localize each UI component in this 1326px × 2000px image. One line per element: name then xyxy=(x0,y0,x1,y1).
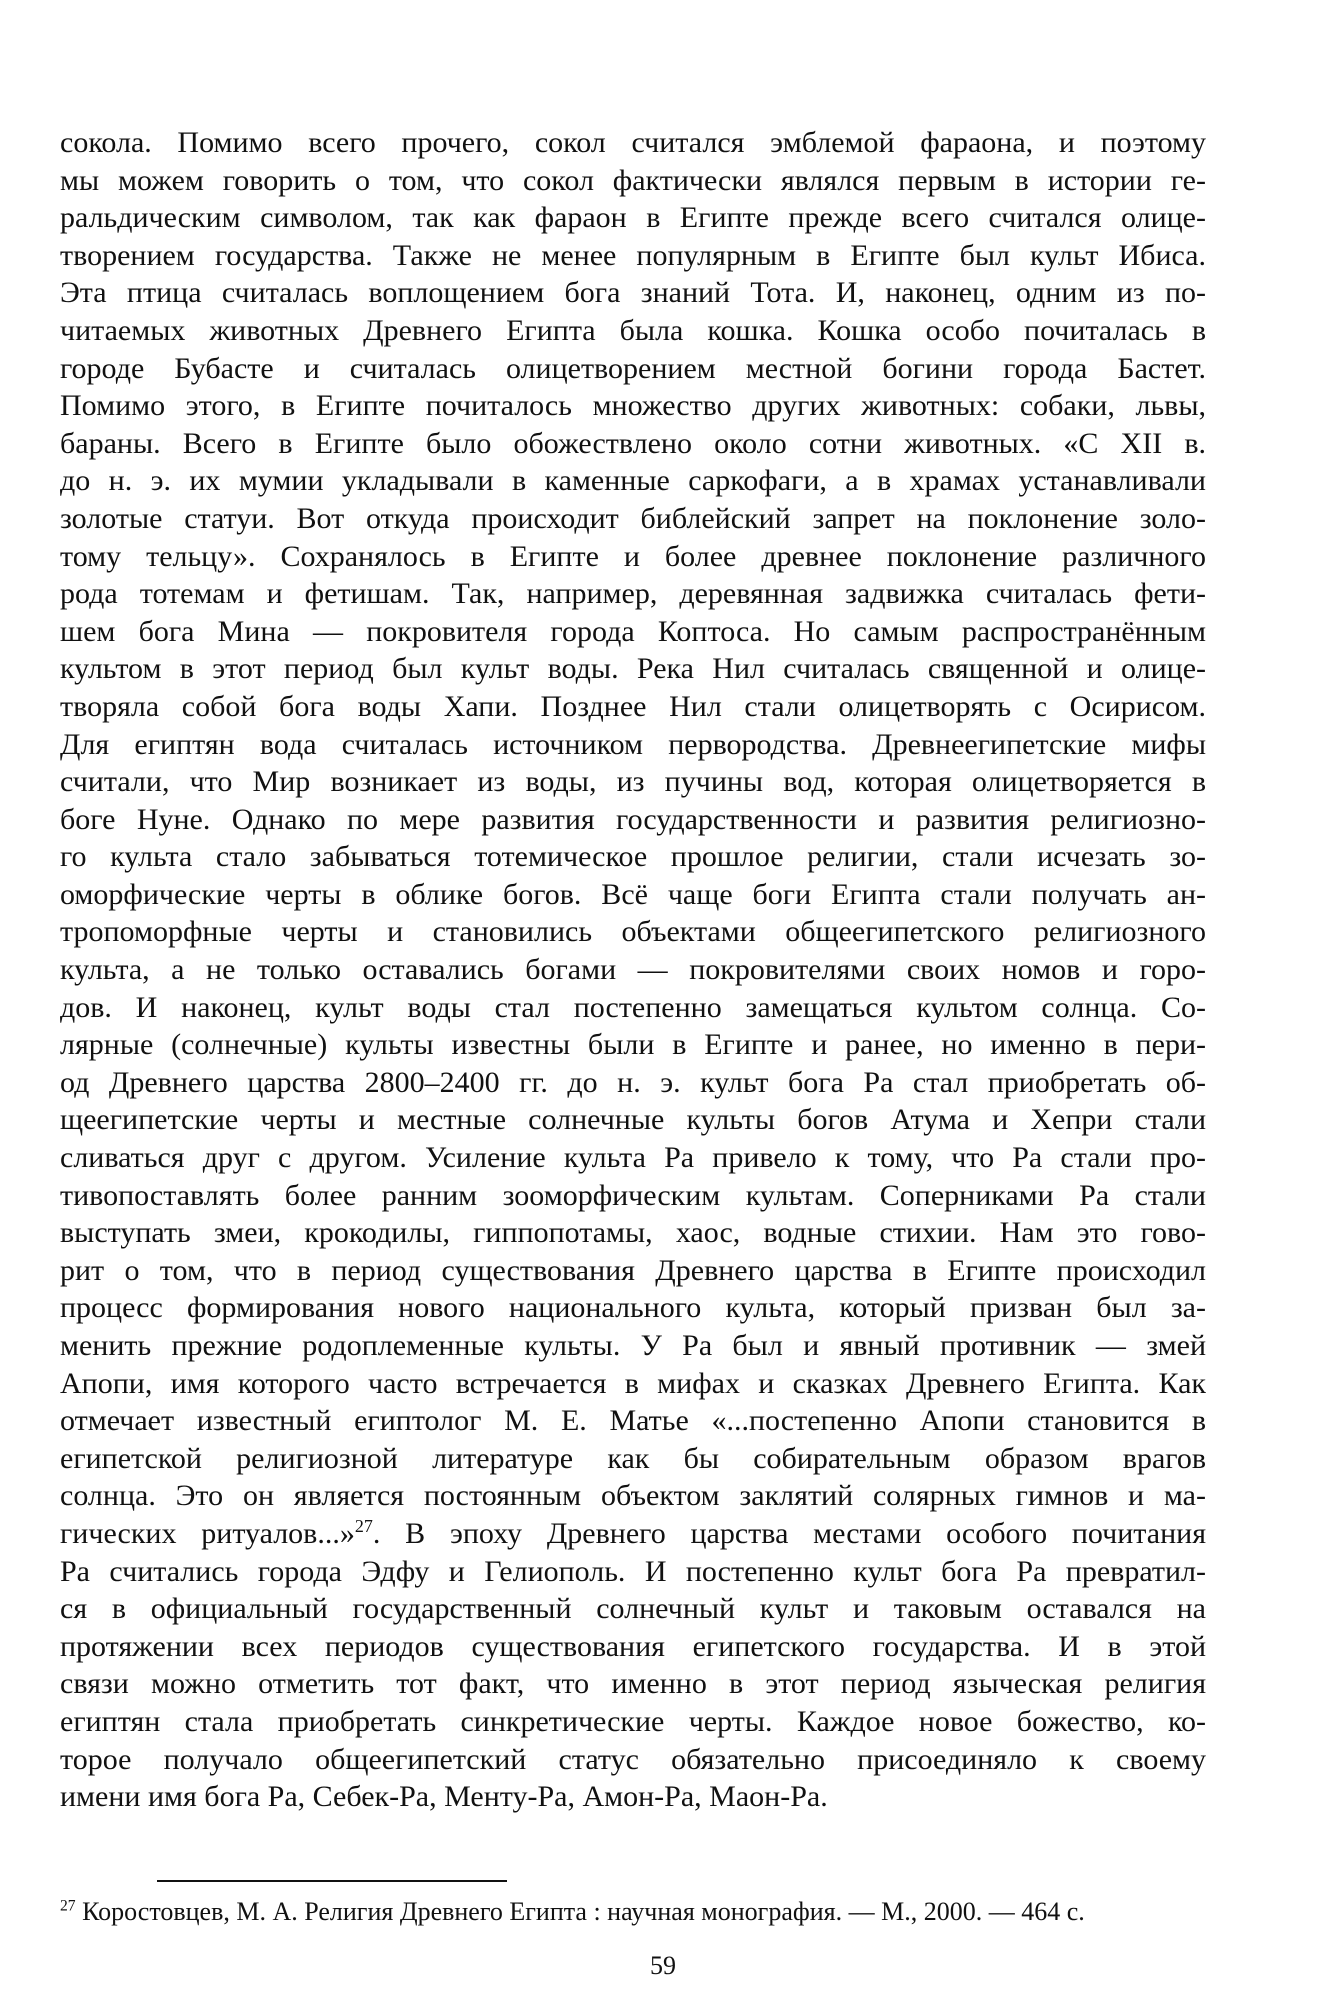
text-line: имени имя бога Ра, Себек-Ра, Менту-Ра, Амон-Ра, Маон-Ра. xyxy=(60,1780,828,1814)
text-line: боге Нуне. Однако по мере развития государственности и развития религиозно- xyxy=(60,802,1206,836)
text-line: менить прежние родоплеменные культы. У Ра был и явный противник — змей xyxy=(60,1329,1206,1362)
text-line: рода тотемам и фетишам. Так, например, деревянная задвижка считалась фети- xyxy=(60,577,1206,611)
text-line: щеегипетские черты и местные солнечные культы богов Атума и Хепри стали xyxy=(60,1103,1206,1137)
text-line: шем бога Мина — покровителя города Коптоса. Но самым распространённым xyxy=(60,614,1206,648)
page-body xyxy=(60,124,1206,1816)
page-number: 59 xyxy=(650,1951,676,1980)
footnote-reference[interactable]: 27 xyxy=(354,1515,373,1536)
text-line: Ра считались города Эдфу и Гелиополь. И постепенно культ бога Ра превратил- xyxy=(60,1554,1206,1588)
text-line: творением государства. Также не менее популярным в Египте был культ Ибиса. xyxy=(60,238,1206,272)
text-line: выступать змеи, крокодилы, гиппопотамы, хаос, водные стихии. Нам это гово- xyxy=(60,1216,1206,1250)
text-line: читаемых животных Древнего Египта была кошка. Кошка особо почиталась в xyxy=(60,313,1206,347)
text-line: Эта птица считалась воплощением бога знаний Тота. И, наконец, одним из по- xyxy=(60,276,1206,310)
text-line: тому тельцу». Сохранялось в Египте и более древнее поклонение различного xyxy=(60,539,1206,573)
text-line: тивопоставлять более ранним зооморфическим культам. Соперниками Ра стали xyxy=(60,1178,1206,1212)
text-line: Помимо этого, в Египте почиталось множество других животных: собаки, львы, xyxy=(60,389,1206,423)
text-line: до н. э. их мумии укладывали в каменные саркофаги, а в храмах устанавливали xyxy=(60,464,1206,498)
text-line: протяжении всех периодов существования египетского государства. И в этой xyxy=(60,1629,1206,1663)
text-line: египтян стала приобретать синкретические черты. Каждое новое божество, ко- xyxy=(60,1704,1206,1738)
footnote-text: Коростовцев, М. А. Религия Древнего Египта : научная монография. — М., 2000. — 464 с. xyxy=(75,1897,1085,1926)
text-line: сокола. Помимо всего прочего, сокол считался эмблемой фараона, и поэтому xyxy=(60,126,1206,159)
text-line: культа, а не только оставались богами — покровителями своих номов и горо- xyxy=(60,953,1206,987)
text-line: ся в официальный государственный солнечный культ и таковым оставался на xyxy=(60,1592,1206,1626)
text-line: египетской религиозной литературе как бы собирательным образом врагов xyxy=(60,1441,1206,1475)
text-line: го культа стало забываться тотемическое прошлое религии, стали исчезать зо- xyxy=(60,840,1206,874)
text-line: оморфические черты в облике богов. Всё чаще боги Египта стали получать ан- xyxy=(60,877,1206,911)
footnote-number: 27 xyxy=(60,1897,76,1915)
text-line: процесс формирования нового национального культа, который призван был за- xyxy=(60,1291,1206,1325)
main-text xyxy=(60,124,1206,1816)
text-line: ральдическим символом, так как фараон в Египте прежде всего считался олице- xyxy=(60,201,1206,235)
text-line: торое получало общеегипетский статус обязательно присоединяло к своему xyxy=(60,1742,1206,1776)
text-line: тропоморфные черты и становились объектами общеегипетского религиозного xyxy=(60,915,1206,949)
text-line: городе Бубасте и считалась олицетворением местной богини города Бастет. xyxy=(60,351,1206,385)
text-line: Апопи, имя которого часто встречается в мифах и сказках Древнего Египта. Как xyxy=(60,1366,1206,1400)
text-line: золотые статуи. Вот откуда происходит библейский запрет на поклонение золо- xyxy=(60,501,1206,535)
text-line-with-footnote-ref xyxy=(60,1515,1206,1553)
text-line: солнца. Это он является постоянным объектом заклятий солярных гимнов и ма- xyxy=(60,1479,1206,1513)
text-line: творяла собой бога воды Хапи. Позднее Нил стали олицетворять с Осирисом. xyxy=(60,689,1206,723)
text-line: считали, что Мир возникает из воды, из пучины вод, которая олицетворяется в xyxy=(60,765,1206,799)
text-line: Для египтян вода считалась источником первородства. Древнеегипетские мифы xyxy=(60,727,1206,761)
text-line: сливаться друг с другом. Усиление культа Ра привело к тому, что Ра стали про- xyxy=(60,1141,1206,1175)
text-line: рит о том, что в период существования Древнего царства в Египте происходил xyxy=(60,1253,1206,1287)
text-line: связи можно отметить тот факт, что именно в этот период языческая религия xyxy=(60,1667,1206,1701)
text-segment: . В эпоху Древнего царства местами особого почитания xyxy=(372,1516,1206,1550)
text-line: лярные (солнечные) культы известны были в Египте и ранее, но именно в пери- xyxy=(60,1028,1206,1062)
text-line: культом в этот период был культ воды. Река Нил считалась священной и олице- xyxy=(60,652,1206,686)
text-segment: гических ритуалов...» xyxy=(60,1516,355,1550)
footnote xyxy=(60,1896,1206,1928)
text-line: бараны. Всего в Египте было обожествлено около сотни животных. «С XII в. xyxy=(60,426,1206,460)
text-line: дов. И наконец, культ воды стал постепенно замещаться культом солнца. Со- xyxy=(60,990,1206,1024)
text-line: мы можем говорить о том, что сокол фактически являлся первым в истории ге- xyxy=(60,163,1206,197)
footnote-separator xyxy=(157,1880,507,1882)
text-line: отмечает известный египтолог М. Е. Матье «...постепенно Апопи становится в xyxy=(60,1404,1206,1438)
text-line: од Древнего царства 2800–2400 гг. до н. э. культ бога Ра стал приобретать об- xyxy=(60,1065,1206,1099)
